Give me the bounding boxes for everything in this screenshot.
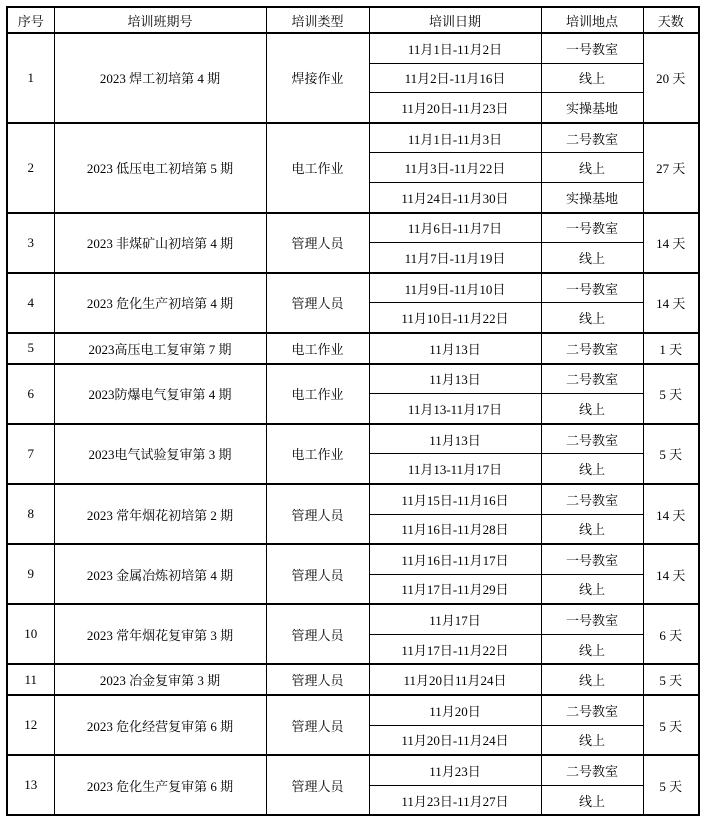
session-date-cell: 11月2日-11月16日	[369, 63, 541, 93]
table-body	[7, 33, 699, 815]
class-name-cell: 2023 常年烟花复审第 3 期	[54, 604, 266, 664]
training-type-cell: 电工作业	[266, 364, 369, 424]
table-row	[7, 664, 699, 695]
class-name-cell: 2023 冶金复审第 3 期	[54, 664, 266, 695]
session-place-cell: 二号教室	[541, 484, 643, 514]
training-schedule-sheet	[6, 6, 698, 816]
session-date-cell: 11月1日-11月2日	[369, 33, 541, 63]
column-header-days: 天数	[643, 7, 699, 33]
session-place-cell: 一号教室	[541, 33, 643, 63]
session-date-cell: 11月24日-11月30日	[369, 182, 541, 212]
session-place-cell: 一号教室	[541, 213, 643, 243]
table-header	[7, 7, 699, 33]
days-cell: 27 天	[643, 123, 699, 213]
training-type-cell: 管理人员	[266, 755, 369, 815]
session-date-cell: 11月17日-11月22日	[369, 634, 541, 664]
session-date-cell: 11月13日	[369, 424, 541, 454]
session-place-cell: 线上	[541, 574, 643, 604]
days-cell: 5 天	[643, 364, 699, 424]
column-header-date: 培训日期	[369, 7, 541, 33]
session-place-cell: 线上	[541, 63, 643, 93]
class-name-cell: 2023高压电工复审第 7 期	[54, 333, 266, 364]
row-number-cell: 13	[7, 755, 54, 815]
session-date-cell: 11月23日	[369, 755, 541, 785]
table-row	[7, 364, 699, 394]
days-cell: 5 天	[643, 755, 699, 815]
row-number-cell: 5	[7, 333, 54, 364]
training-type-cell: 管理人员	[266, 484, 369, 544]
column-header-place: 培训地点	[541, 7, 643, 33]
days-cell: 20 天	[643, 33, 699, 123]
row-number-cell: 7	[7, 424, 54, 484]
training-type-cell: 焊接作业	[266, 33, 369, 123]
days-cell: 14 天	[643, 484, 699, 544]
session-place-cell: 线上	[541, 243, 643, 273]
training-schedule-table	[6, 6, 700, 816]
row-number-cell: 1	[7, 33, 54, 123]
session-place-cell: 二号教室	[541, 333, 643, 364]
table-row	[7, 695, 699, 725]
class-name-cell: 2023防爆电气复审第 4 期	[54, 364, 266, 424]
session-place-cell: 二号教室	[541, 695, 643, 725]
days-cell: 5 天	[643, 695, 699, 755]
session-date-cell: 11月13-11月17日	[369, 454, 541, 484]
column-header-name: 培训班期号	[54, 7, 266, 33]
session-place-cell: 一号教室	[541, 544, 643, 574]
days-cell: 5 天	[643, 664, 699, 695]
table-row	[7, 123, 699, 153]
session-place-cell: 线上	[541, 664, 643, 695]
class-name-cell: 2023电气试验复审第 3 期	[54, 424, 266, 484]
row-number-cell: 12	[7, 695, 54, 755]
session-place-cell: 线上	[541, 634, 643, 664]
training-type-cell: 管理人员	[266, 273, 369, 333]
session-place-cell: 线上	[541, 303, 643, 333]
session-date-cell: 11月13日	[369, 364, 541, 394]
training-type-cell: 管理人员	[266, 604, 369, 664]
session-date-cell: 11月15日-11月16日	[369, 484, 541, 514]
session-date-cell: 11月23日-11月27日	[369, 785, 541, 815]
table-row	[7, 33, 699, 63]
session-date-cell: 11月17日-11月29日	[369, 574, 541, 604]
session-date-cell: 11月13-11月17日	[369, 394, 541, 424]
session-place-cell: 线上	[541, 514, 643, 544]
session-place-cell: 二号教室	[541, 755, 643, 785]
session-date-cell: 11月1日-11月3日	[369, 123, 541, 153]
table-row	[7, 484, 699, 514]
class-name-cell: 2023 非煤矿山初培第 4 期	[54, 213, 266, 273]
session-place-cell: 线上	[541, 785, 643, 815]
row-number-cell: 11	[7, 664, 54, 695]
row-number-cell: 6	[7, 364, 54, 424]
session-place-cell: 线上	[541, 725, 643, 755]
session-date-cell: 11月20日11月24日	[369, 664, 541, 695]
session-place-cell: 二号教室	[541, 123, 643, 153]
days-cell: 14 天	[643, 213, 699, 273]
training-type-cell: 管理人员	[266, 213, 369, 273]
days-cell: 14 天	[643, 273, 699, 333]
session-date-cell: 11月13日	[369, 333, 541, 364]
class-name-cell: 2023 常年烟花初培第 2 期	[54, 484, 266, 544]
class-name-cell: 2023 金属冶炼初培第 4 期	[54, 544, 266, 604]
session-date-cell: 11月16日-11月28日	[369, 514, 541, 544]
session-place-cell: 二号教室	[541, 424, 643, 454]
row-number-cell: 4	[7, 273, 54, 333]
session-place-cell: 实操基地	[541, 93, 643, 123]
class-name-cell: 2023 危化生产复审第 6 期	[54, 755, 266, 815]
class-name-cell: 2023 危化经营复审第 6 期	[54, 695, 266, 755]
session-place-cell: 线上	[541, 394, 643, 424]
days-cell: 14 天	[643, 544, 699, 604]
session-place-cell: 二号教室	[541, 364, 643, 394]
training-type-cell: 管理人员	[266, 695, 369, 755]
row-number-cell: 2	[7, 123, 54, 213]
class-name-cell: 2023 危化生产初培第 4 期	[54, 273, 266, 333]
session-date-cell: 11月20日-11月23日	[369, 93, 541, 123]
table-row	[7, 213, 699, 243]
class-name-cell: 2023 焊工初培第 4 期	[54, 33, 266, 123]
class-name-cell: 2023 低压电工初培第 5 期	[54, 123, 266, 213]
session-place-cell: 一号教室	[541, 604, 643, 634]
training-type-cell: 电工作业	[266, 333, 369, 364]
session-date-cell: 11月10日-11月22日	[369, 303, 541, 333]
row-number-cell: 3	[7, 213, 54, 273]
header-row	[7, 7, 699, 33]
table-row	[7, 273, 699, 303]
table-row	[7, 333, 699, 364]
session-place-cell: 线上	[541, 454, 643, 484]
training-type-cell: 管理人员	[266, 544, 369, 604]
table-row	[7, 424, 699, 454]
table-row	[7, 755, 699, 785]
row-number-cell: 8	[7, 484, 54, 544]
table-row	[7, 544, 699, 574]
training-type-cell: 电工作业	[266, 424, 369, 484]
column-header-no: 序号	[7, 7, 54, 33]
session-date-cell: 11月7日-11月19日	[369, 243, 541, 273]
session-place-cell: 实操基地	[541, 182, 643, 212]
session-place-cell: 一号教室	[541, 273, 643, 303]
session-date-cell: 11月16日-11月17日	[369, 544, 541, 574]
training-type-cell: 管理人员	[266, 664, 369, 695]
session-date-cell: 11月3日-11月22日	[369, 153, 541, 183]
session-date-cell: 11月20日-11月24日	[369, 725, 541, 755]
training-type-cell: 电工作业	[266, 123, 369, 213]
row-number-cell: 9	[7, 544, 54, 604]
session-date-cell: 11月17日	[369, 604, 541, 634]
days-cell: 5 天	[643, 424, 699, 484]
days-cell: 6 天	[643, 604, 699, 664]
session-date-cell: 11月6日-11月7日	[369, 213, 541, 243]
session-date-cell: 11月20日	[369, 695, 541, 725]
session-date-cell: 11月9日-11月10日	[369, 273, 541, 303]
column-header-type: 培训类型	[266, 7, 369, 33]
table-row	[7, 604, 699, 634]
row-number-cell: 10	[7, 604, 54, 664]
session-place-cell: 线上	[541, 153, 643, 183]
days-cell: 1 天	[643, 333, 699, 364]
